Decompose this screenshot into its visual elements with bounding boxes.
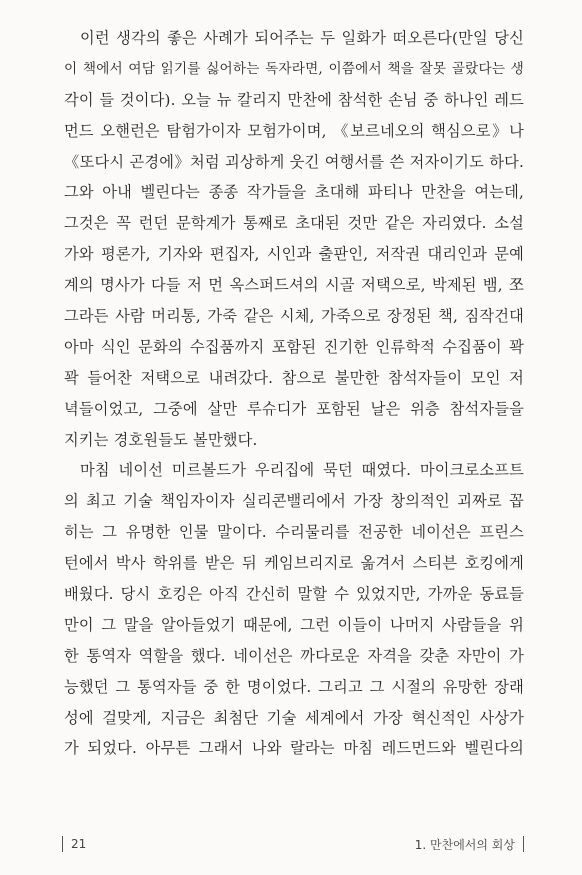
text-line: 계의 명사가 다들 저 먼 옥스퍼드셔의 시골 저택으로, 박제된 뱀, 쪼 [64, 276, 524, 295]
text-line: 가 되었다. 아무튼 그래서 나와 랄라는 마침 레드먼드와 벨린다의 [64, 739, 524, 758]
text-line: 먼드 오핸런은 탐험가이자 모험가이며, 《보르네오의 핵심으로》나 [64, 121, 524, 140]
text-line: 꽉 들어찬 저택으로 내려갔다. 참으로 불만한 참석자들이 모인 저 [64, 368, 524, 387]
footer-right [415, 834, 524, 854]
text-line: 이런 생각의 좋은 사례가 되어주는 두 일화가 떠오른다(만일 당신 [80, 29, 524, 47]
text-line: 만이 그 말을 알아들었기 때문에, 그런 이들이 나머지 사람들을 위 [64, 615, 524, 634]
text-line: 턴에서 박사 학위를 받은 뒤 케임브리지로 옮겨서 스티븐 호킹에게 [64, 554, 524, 573]
text-line: 아마 식인 문화의 수집품까지 포함된 진기한 인류학적 수집품이 꽉 [64, 337, 524, 356]
text-line: 마침 네이선 미르볼드가 우리집에 묵던 때였다. 마이크로소프트 [80, 461, 524, 480]
chapter-title: 1. 만찬에서의 회상 [414, 837, 515, 852]
text-line: 녁들이었고, 그중에 살만 루슈디가 포함된 날은 위층 참석자들을 [64, 399, 524, 418]
page-number: 21 [71, 837, 87, 851]
text-line: 히는 그 유명한 인물 말이다. 수리물리를 전공한 네이선은 프린스 [64, 523, 524, 542]
text-line: 성에 걸맞게, 지금은 최첨단 기술 세계에서 가장 혁신적인 사상가 [64, 708, 524, 727]
text-line: 한 통역자 역할을 했다. 네이선은 까다로운 자격을 갖춘 자만이 가 [64, 646, 524, 665]
text-line: 가와 평론가, 기자와 편집자, 시인과 출판인, 저작권 대리인과 문예 [64, 245, 524, 264]
text-line: 그것은 꼭 런던 문학계가 통째로 초대된 것만 같은 자리였다. 소설 [64, 214, 524, 233]
text-line: 《또다시 곤경에》처럼 괴상하게 웃긴 여행서를 쓴 저자이기도 하다. [64, 152, 524, 171]
text-line: 그와 아내 벨린다는 종종 작가들을 초대해 파티나 만찬을 여는데, [64, 183, 524, 202]
text-line: 이 책에서 여담 읽기를 싫어하는 독자라면, 이쯤에서 책을 잘못 골랐다는 생 [64, 60, 524, 77]
footer-left [62, 834, 86, 854]
footer-divider [523, 836, 524, 852]
page-footer [62, 834, 524, 854]
text-line: 의 최고 기술 책임자이자 실리콘밸리에서 가장 창의적인 괴짜로 꼽 [64, 492, 524, 511]
text-line: 각이 들 것이다). 오늘 뉴 칼리지 만찬에 참석한 손님 중 하나인 레드 [64, 90, 524, 109]
text-line: 배웠다. 당시 호킹은 아직 간신히 말할 수 있었지만, 가까운 동료들 [64, 585, 524, 604]
text-line: 그라든 사람 머리통, 가죽 같은 시체, 가죽으로 장정된 책, 짐작건대 [64, 307, 524, 326]
body-text [64, 23, 524, 764]
footer-divider [62, 836, 63, 852]
text-line: 능했던 그 통역자들 중 한 명이었다. 그리고 그 시절의 유망한 장래 [64, 677, 524, 696]
text-line: 지키는 경호원들도 볼만했다. [64, 430, 258, 449]
